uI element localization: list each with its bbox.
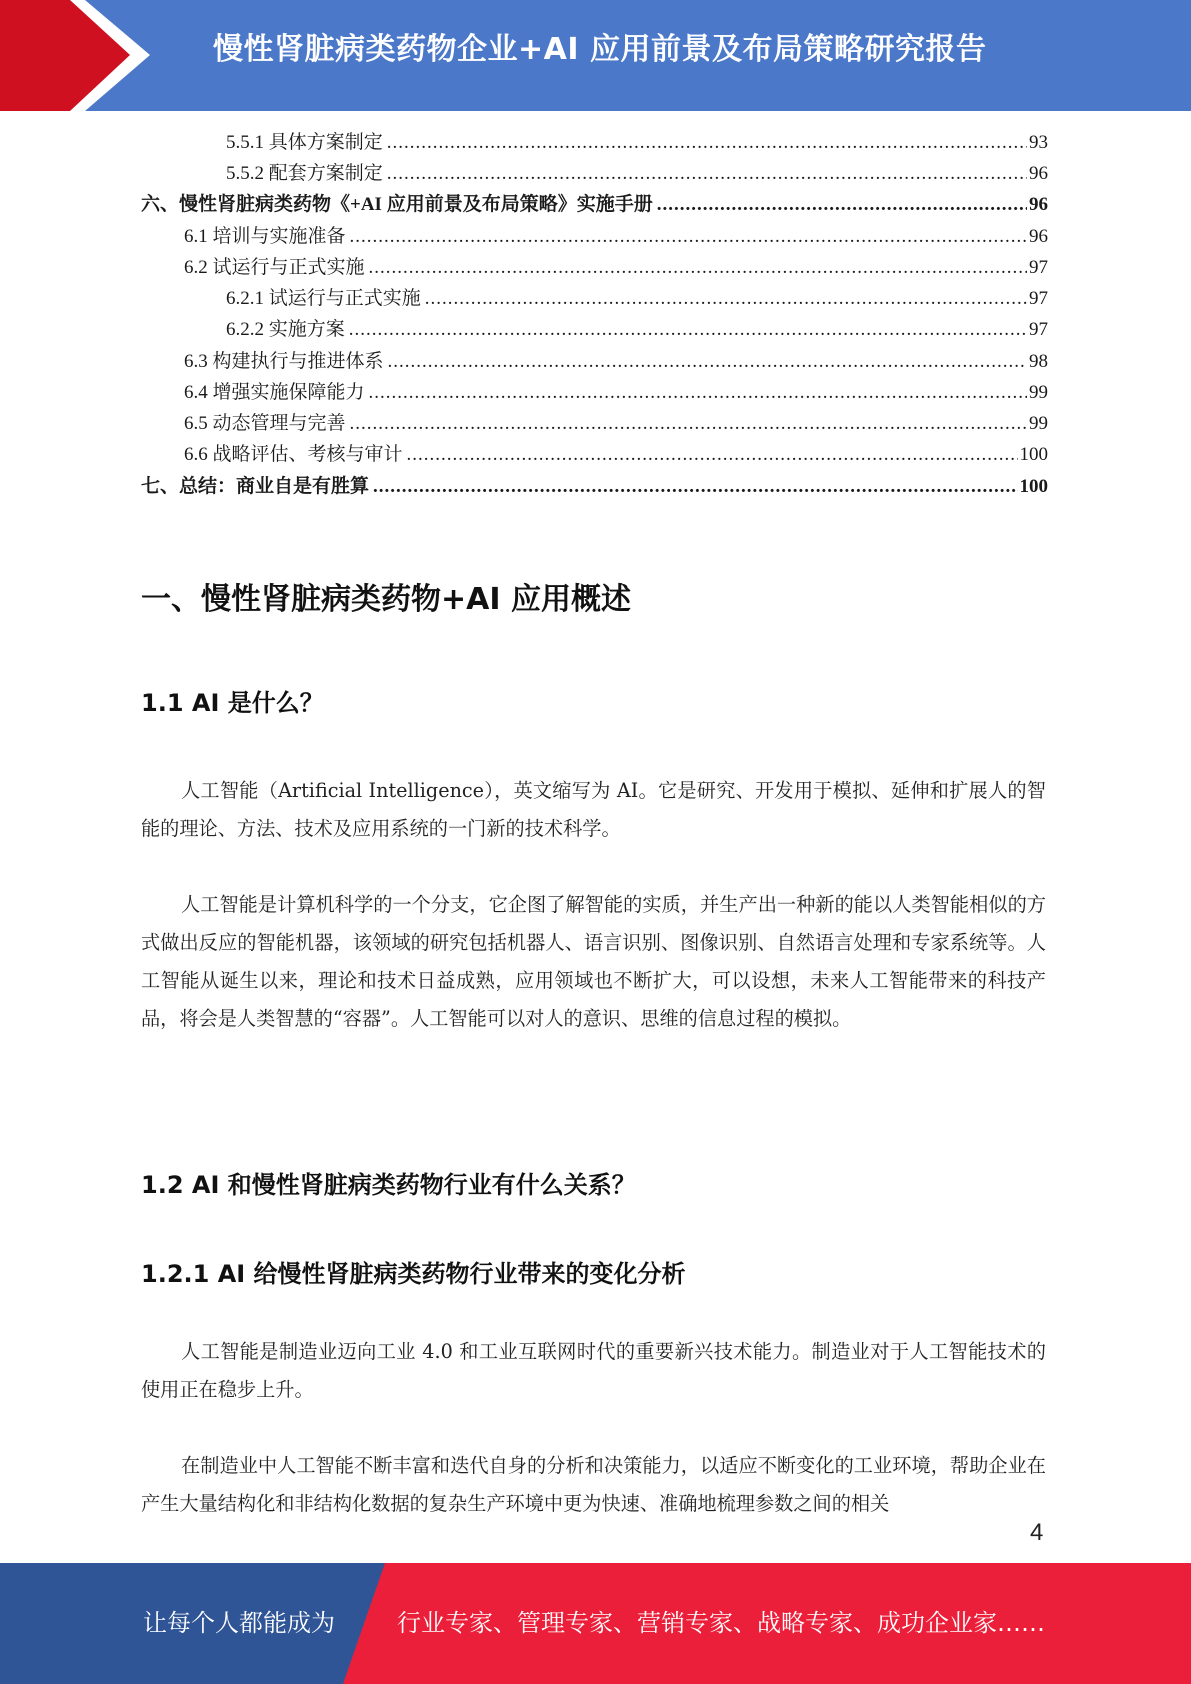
toc-entry-page: 98 <box>1029 351 1048 372</box>
body-paragraph: 人工智能（Artificial Intelligence），英文缩写为 AI。它是研究、开发用于模拟、延伸和扩展人的智能的理论、方法、技术及应用系统的一门新的技术科学。 <box>141 779 1046 840</box>
toc-entry-page: 100 <box>1019 444 1048 465</box>
toc-leader-dots <box>349 315 1027 345</box>
toc-entry-title: 6.2.2 实施方案 <box>226 319 345 340</box>
toc-entry-page: 96 <box>1029 163 1048 184</box>
toc-leader-dots <box>425 284 1027 314</box>
page-footer <box>0 1563 1191 1684</box>
toc-leader-dots <box>373 472 1017 502</box>
toc-leader-dots <box>350 222 1027 252</box>
toc-entry[interactable] <box>184 440 1048 470</box>
toc-entry-title: 6.4 增强实施保障能力 <box>184 382 365 403</box>
section-heading: 一、慢性肾脏病类药物+AI 应用概述 <box>141 582 631 617</box>
toc-leader-dots <box>369 378 1027 408</box>
toc-entry-title: 6.2.1 试运行与正式实施 <box>226 288 421 309</box>
toc-entry-page: 97 <box>1029 319 1048 340</box>
toc-entry-title: 6.5 动态管理与完善 <box>184 413 346 434</box>
toc-leader-dots <box>407 440 1018 470</box>
page-header <box>0 0 1191 111</box>
toc-entry-page: 99 <box>1029 382 1048 403</box>
footer-slogan-left: 让每个人都能成为 <box>143 1609 335 1637</box>
toc-leader-dots <box>387 159 1027 189</box>
toc-entry-title: 6.6 战略评估、考核与审计 <box>184 444 403 465</box>
toc-entry[interactable] <box>226 315 1048 345</box>
page-number: 4 <box>1030 1519 1044 1546</box>
toc-entry-page: 97 <box>1029 257 1048 278</box>
toc-entry[interactable] <box>184 222 1048 252</box>
toc-entry[interactable] <box>226 159 1048 189</box>
toc-entry-page: 93 <box>1029 132 1048 153</box>
header-title: 慢性肾脏病类药物企业+AI 应用前景及布局策略研究报告 <box>213 32 987 67</box>
toc-leader-dots <box>369 253 1027 283</box>
toc-entry-title: 6.3 构建执行与推进体系 <box>184 351 384 372</box>
toc-entry[interactable] <box>141 472 1048 502</box>
toc-entry-page: 96 <box>1029 194 1048 215</box>
toc-entry[interactable] <box>141 190 1048 220</box>
toc-entry-title: 六、慢性肾脏病类药物《+AI 应用前景及布局策略》实施手册 <box>141 194 653 215</box>
toc-leader-dots <box>350 409 1027 439</box>
subsection-heading: 1.2 AI 和慢性肾脏病类药物行业有什么关系？ <box>141 1171 636 1199</box>
body-paragraph: 人工智能是制造业迈向工业 4.0 和工业互联网时代的重要新兴技术能力。制造业对于人工智能技术的使用正在稳步上升。 <box>141 1340 1046 1401</box>
toc-entry-title: 5.5.1 具体方案制定 <box>226 132 383 153</box>
body-paragraph: 人工智能是计算机科学的一个分支，它企图了解智能的实质，并生产出一种新的能以人类智能相似的方式做出反应的智能机器，该领域的研究包括机器人、语言识别、图像识别、自然语言处理和专家系统等。人工智能从诞生以来，理论和技术日益成熟，应用领域也不断扩大，可以设想，未来人工智能带来的科技产品，将会是人类智慧的“容器”。人工智能可以对人的意识、思维的信息过程的模拟。 <box>141 893 1046 1030</box>
subsection-heading: 1.1 AI 是什么？ <box>141 689 324 717</box>
toc-entry-title: 5.5.2 配套方案制定 <box>226 163 383 184</box>
toc-entry[interactable] <box>226 284 1048 314</box>
toc-entry-page: 100 <box>1019 476 1048 497</box>
toc-leader-dots <box>388 347 1027 377</box>
toc-entry-title: 七、总结：商业自是有胜算 <box>141 476 370 497</box>
toc-entry-title: 6.2 试运行与正式实施 <box>184 257 365 278</box>
subsection-heading: 1.2.1 AI 给慢性肾脏病类药物行业带来的变化分析 <box>141 1260 686 1288</box>
toc-entry-page: 96 <box>1029 226 1048 247</box>
toc-entry-title: 6.1 培训与实施准备 <box>184 226 346 247</box>
footer-slogan-right: 行业专家、管理专家、营销专家、战略专家、成功企业家…… <box>397 1609 1045 1637</box>
toc-entry[interactable] <box>184 378 1048 408</box>
toc-entry[interactable] <box>184 253 1048 283</box>
toc-entry[interactable] <box>184 409 1048 439</box>
toc-entry-page: 99 <box>1029 413 1048 434</box>
toc-leader-dots <box>387 128 1027 158</box>
toc-entry[interactable] <box>184 347 1048 377</box>
toc-entry[interactable] <box>226 128 1048 158</box>
toc-leader-dots <box>657 190 1027 220</box>
body-paragraph: 在制造业中人工智能不断丰富和迭代自身的分析和决策能力，以适应不断变化的工业环境，帮助企业在产生大量结构化和非结构化数据的复杂生产环境中更为快速、准确地梳理参数之间的相关 <box>141 1454 1046 1515</box>
toc-entry-page: 97 <box>1029 288 1048 309</box>
